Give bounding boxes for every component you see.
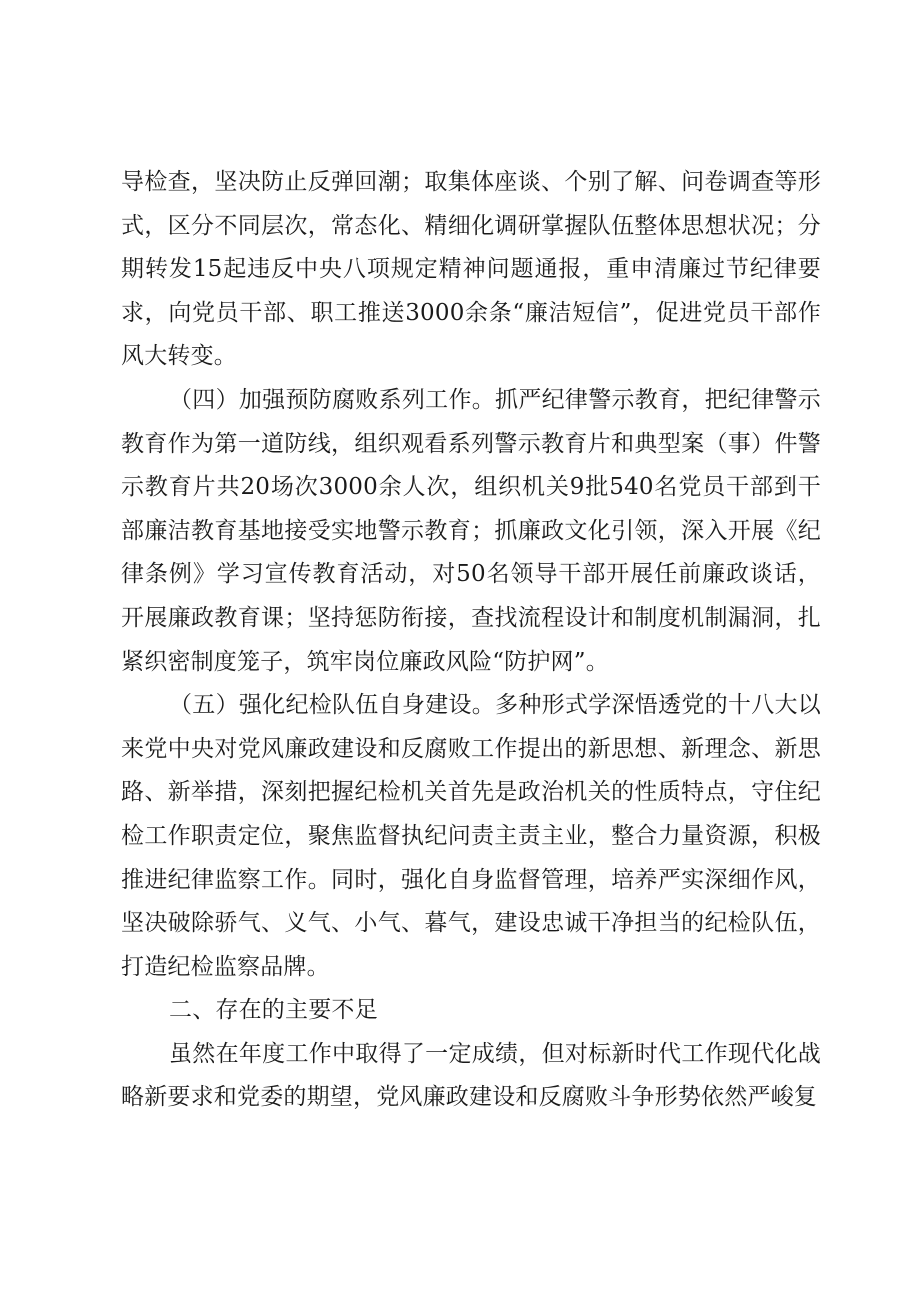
paragraph-shortcomings: 虽然在年度工作中取得了一定成绩，但对标新时代工作现代化战略新要求和党委的期望，党风廉政建设和反腐败斗争形势依然严峻复 [121,1040,821,1111]
document-body [121,161,821,1120]
paragraph-section-five: （五）强化纪检队伍自身建设。多种形式学深悟透党的十八大以来党中央对党风廉政建设和反腐败工作提出的新思想、新理念、新思路、新举措，深刻把握纪检机关首先是政治机关的性质特点，守住纪检工作职责定位，聚焦监督执纪问责主责主业，整合力量资源，积极推进纪律监察工作。同时，强化自身监督管理，培养严实深细作风，坚决破除骄气、义气、小气、暮气，建设忠诚干净担当的纪检队伍，打造纪检监察品牌。 [121,692,821,980]
paragraph-section-four: （四）加强预防腐败系列工作。抓严纪律警示教育，把纪律警示教育作为第一道防线，组织观看系列警示教育片和典型案（事）件警示教育片共20场次3000余人次，组织机关9批540名党员干部到干部廉洁教育基地接受实地警示教育；抓廉政文化引领，深入开展《纪律条例》学习宣传教育活动，对50名领导干部开展任前廉政谈话，开展廉政教育课；坚持惩防衔接，查找流程设计和制度机制漏洞，扎紧织密制度笼子，筑牢岗位廉政风险“防护网”。 [121,386,821,675]
paragraph-continuation: 导检查，坚决防止反弹回潮；取集体座谈、个别了解、问卷调查等形式，区分不同层次，常态化、精细化调研掌握队伍整体思想状况；分期转发15起违反中央八项规定精神问题通报，重申清廉过节纪律要求，向党员干部、职工推送3000余条“廉洁短信”，促进党员干部作风大转变。 [121,169,821,370]
section-heading-shortcomings: 二、存在的主要不足 [169,997,378,1024]
